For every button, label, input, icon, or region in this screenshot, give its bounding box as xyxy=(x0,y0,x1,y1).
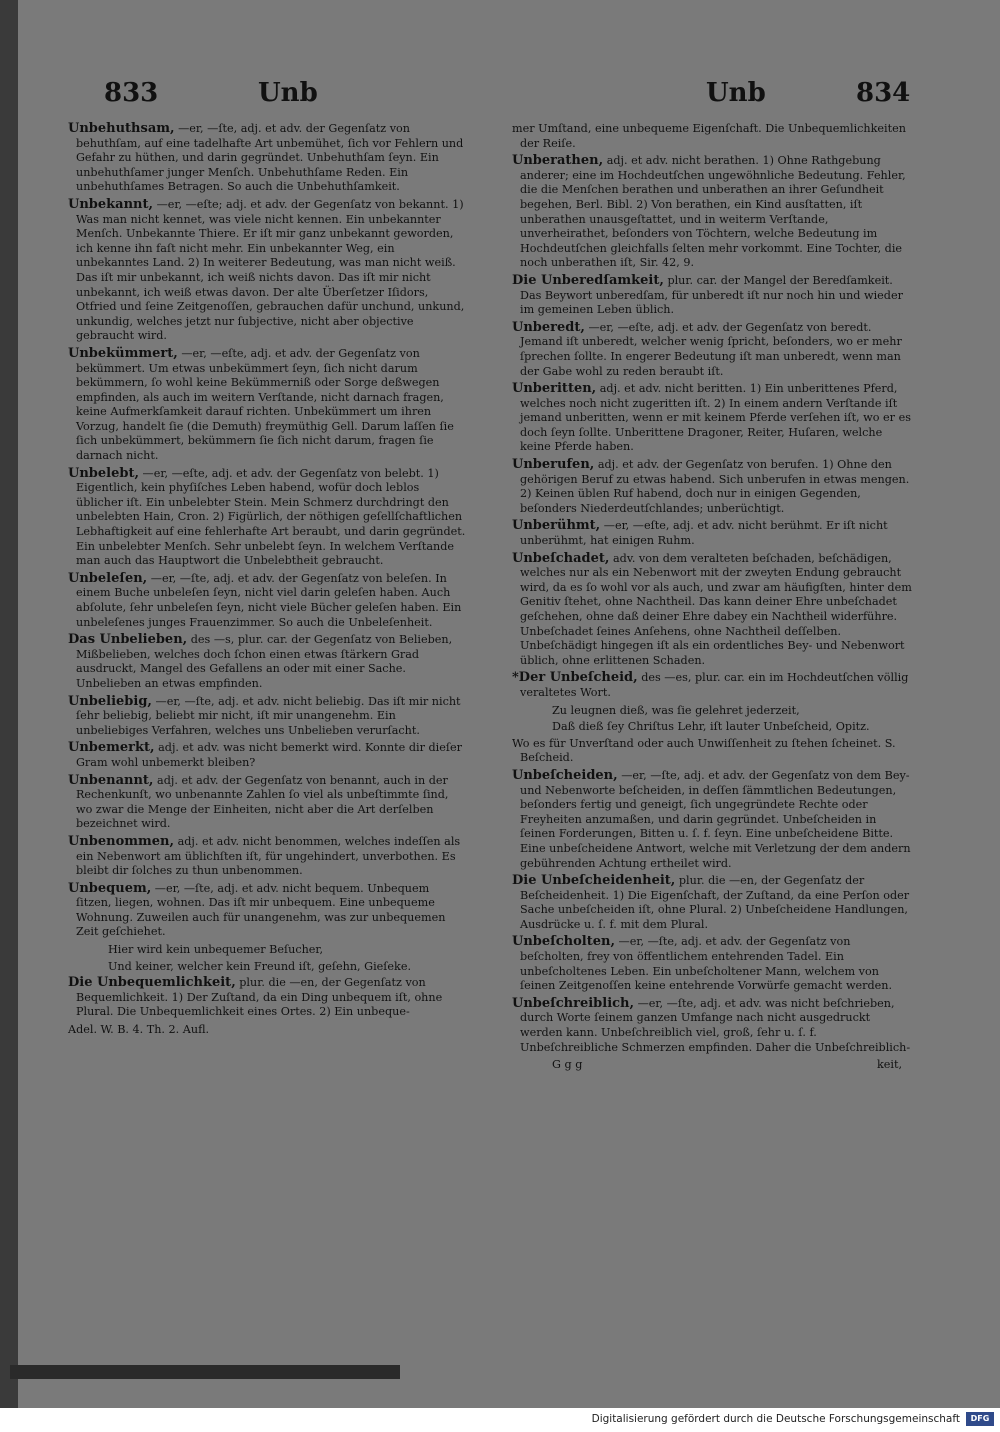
headword: Unbeſchadet, xyxy=(512,550,610,566)
headword: Unberathen, xyxy=(512,153,604,169)
headword: Unbeſcheiden, xyxy=(512,767,618,783)
dictionary-entry xyxy=(68,695,468,739)
dictionary-entry xyxy=(512,671,912,700)
headword: Unbehuthsam, xyxy=(68,121,175,136)
catchword: keit, xyxy=(876,1058,902,1072)
dfg-logo: DFG xyxy=(966,1412,994,1426)
entry-text: adj. et adv. was nicht bemerkt wird. Konnte dir dieſer Gram wohl unbemerkt bleiben? xyxy=(76,741,462,769)
entry-text: plur. die —en, der Gegenſatz der Beſcheidenheit. 1) Die Eigenſchaft, der Zuſtand, da eine Perſon oder Sache unbeſcheiden iſt, ohne Plural. 2) Unbeſcheidene Handlungen, Ausdrücke u. ſ. f. mit dem Plural. xyxy=(520,874,910,931)
headword: Unberühmt, xyxy=(512,518,601,534)
headword: Unberedt, xyxy=(512,319,585,335)
dictionary-entry xyxy=(512,997,912,1055)
dictionary-entry xyxy=(68,774,468,832)
dictionary-entry xyxy=(512,154,912,271)
page-foot xyxy=(512,1058,912,1074)
dictionary-entry xyxy=(68,741,468,770)
dictionary-entry xyxy=(512,519,912,548)
entry-text: —er, —eſte; adj. et adv. der Gegenſatz von bekannt. 1) Was man nicht kennet, was viele nicht kennen. Ein unbekannter Menſch. Unbekannte Thiere. Er iſt mir ganz unbekannt geworden, ich kenne ihn faſt nicht mehr. Ein unbekannter Weg, ein unbekanntes Land. 2) In weiterer Bedeutung, was man nicht weiß. Das iſt mir unbekannt, ich weiß nichts davon. Das iſt mir nicht unbekannt, ich weiß etwas davon. Der alte Überſetzer Iſidors, Otfried und ſeine Zeitgenoſſen, gebrauchen dafür unchund, unkund, unkundig, welches jetzt nur ſubjective, nicht aber objective gebraucht wird. xyxy=(76,197,465,343)
entry-text: —er, —ſte, adj. et adv. der Gegenſatz von beſcholten, frey von öffentlichem entehrenden Tadel. Ein unbeſcholtenes Leben. Ein unbeſcholtener Mann, welchem von ſeinen Zeitgenoſſen keine entehrende Vorwürfe gemacht werden. xyxy=(520,935,893,993)
headword: Das Unbelieben, xyxy=(68,632,188,648)
quote-line: Und keiner, welcher kein Freund iſt, geſehn, Gieſeke. xyxy=(108,959,412,973)
headword: Unbeſchreiblich, xyxy=(512,995,635,1011)
headword: Unbenannt, xyxy=(68,772,154,788)
quote-line: Hier wird kein unbequemer Beſucher, xyxy=(108,943,324,957)
entry-text: —er, —eſte, adj. et adv. der Gegenſatz von beredt. Jemand iſt unberedt, welcher wenig ſpricht, beſonders, wo er mehr ſprechen ſollte. In engerer Bedeutung iſt man unberedt, wenn man der Gabe wohl zu reden beraubt iſt. xyxy=(520,320,902,378)
entry-text: —er, —ſte, adj. et adv. der Gegenſatz von behuthſam, auf eine tadelhafte Art unbemühet, ſich vor Fehlern und Gefahr zu hüthen, und darin gegründet. Unbehuthſam ſeyn. Ein unbehuthſamer junger Menſch. Unbehuthſame Reden. Ein unbehuthſames Betragen. So auch die Unbehuthſamkeit. xyxy=(76,122,464,194)
dictionary-entry xyxy=(512,874,912,932)
dictionary-entry xyxy=(68,882,468,940)
left-column xyxy=(68,122,468,1038)
right-entries xyxy=(512,154,912,700)
dictionary-entry xyxy=(512,274,912,318)
signature-mark: Adel. W. B. 4. Th. 2. Aufl. xyxy=(68,1023,210,1037)
headword: Die Unberedſamkeit, xyxy=(512,272,664,288)
running-head-left: Unb xyxy=(258,78,318,108)
headword: Unberufen, xyxy=(512,457,595,473)
entry-text: —er, —ſte, adj. et adv. was nicht beſchrieben, durch Worte ſeinem ganzen Umfange nach nicht ausgedruckt werden kann. Unbeſchreiblich viel, groß, ſehr u. ſ. f. Unbeſchreibliche Schmerzen empfinden. Daher die Unbeſchreiblich- xyxy=(520,996,911,1054)
running-head-right: Unb xyxy=(706,78,766,108)
entry-text: adj. et adv. nicht berathen. 1) Ohne Rathgebung anderer; eine im Hochdeutſchen ungewöhnliche Bedeutung. Fehler, die die Menſchen berathen und unberathen an ihrer Geſundheit begehen, Berl. Bibl. 2) Von berathen, ein Kind ausſtatten, iſt unberathen unausgeſtattet, und in weiterm Verſtande, unverheirathet, beſonders von Töchtern, welche Bedeutung im Hochdeutſchen gleichfalls ſelten mehr vorkommt. Eine Tochter, die noch unberathen iſt, Sir. 42, 9. xyxy=(520,154,906,270)
entry-text: —er, —ſte, adj. et adv. der Gegenſatz von beleſen. In einem Buche unbeleſen ſeyn, nicht viel darin geleſen haben. Auch abſolute, ſehr unbeleſen ſeyn, nicht viele Bücher geleſen haben. Ein unbeleſenes junges Frauenzimmer. So auch die Unbeleſenheit. xyxy=(76,571,462,629)
entry-text: adj. et adv. der Gegenſatz von berufen. 1) Ohne den gehörigen Beruf zu etwas habend. Sich unberufen in etwas mengen. 2) Keinen üblen Ruf habend, doch nur in einigen Gegenden, beſonders Niederdeutſchlandes; unberüchtigt. xyxy=(520,458,910,515)
entry-text: —er, —eſte, adj. et adv. der Gegenſatz von bekümmert. Um etwas unbekümmert ſeyn, ſich nicht darum bekümmern, ſo wohl keine Bekümmerniß oder Sorge deßwegen empfinden, als auch im weitern Verſtande, nicht darnach fragen, keine Aufmerkſamkeit darauf richten. Unbekümmert um ihren Vorzug, handelt ſie (die Demuth) freymüthig Gell. Darum laſſen ſie ſich unbekümmert, bekümmern ſie ſich nicht darum, fragen ſie darnach nicht. xyxy=(76,346,454,463)
page-number-right: 834 xyxy=(856,78,911,108)
entry-text: —er, —ſte, adj. et adv. der Gegenſatz von dem Bey- und Nebenworte beſcheiden, in deſſen ſämmtlichen Bedeutungen, beſonders fertig und geneigt, ſich ungegründete Rechte oder Freyheiten anzumaßen, und darin gegründet. Unbeſcheiden in ſeinen Forderungen, Bitten u. ſ. f. ſeyn. Eine unbeſcheidene Bitte. Eine unbeſcheidene Antwort, welche mit Verletzung der dem andern gebührenden Achtung ertheilet wird. xyxy=(520,768,911,870)
headword: Unbequem, xyxy=(68,880,152,896)
entry-text: des —s, plur. car. der Gegenſatz von Belieben, Mißbelieben, welches doch ſchon einen etwas ſtärkern Grad ausdruckt, Mangel des Gefallens an oder mit einer Sache. Unbelieben an etwas empfinden. xyxy=(76,633,453,690)
headword: Die Unbeſcheidenheit, xyxy=(512,873,676,889)
entry-text: adj. et adv. nicht beritten. 1) Ein unberittenes Pferd, welches noch nicht zugeritten iſt. 2) In einem andern Verſtande iſt jemand unberitten, wenn er mit keinem Pferde verſehen iſt, wo er es doch ſeyn ſollte. Unberittene Dragoner, Reiter, Huſaren, welche keine Pferde haben. xyxy=(520,382,911,454)
headword: Unbemerkt, xyxy=(68,740,155,756)
quote-line: Daß dieß ſey Chriſtus Lehr, iſt lauter Unbeſcheid, Opitz. xyxy=(552,720,870,734)
dictionary-entry xyxy=(68,198,468,344)
dictionary-entry xyxy=(512,458,912,516)
dictionary-entry xyxy=(68,835,468,879)
entry-text: adj. et adv. der Gegenſatz von benannt, auch in der Rechenkunſt, wo unbenannte Zahlen ſo viel als unbeſtimmte ſind, wo zwar die Menge der Einheiten, nicht aber die Art derſelben bezeichnet wird. xyxy=(76,773,449,831)
left-entries xyxy=(68,122,468,940)
dictionary-entry xyxy=(512,382,912,455)
page-number-left: 833 xyxy=(104,78,159,108)
binding-shadow xyxy=(0,0,18,1408)
dictionary-entry xyxy=(68,976,468,1020)
quote-commentary: Wo es für Unverſtand oder auch Unwiſſenheit zu ſtehen ſcheinet. S. Beſcheid. xyxy=(512,736,896,765)
quote-line: Zu leugnen dieß, was ſie gelehret jederzeit, xyxy=(552,703,800,717)
footer-bar xyxy=(0,1408,1000,1432)
headword: *Der Unbeſcheid, xyxy=(512,670,638,686)
entry-text: —er, —eſte, adj. et adv. nicht berühmt. Er iſt nicht unberühmt, hat einigen Ruhm. xyxy=(520,519,888,548)
entry-text: —er, —ſte, adj. et adv. nicht bequem. Unbequem ſitzen, liegen, wohnen. Das iſt mir unbequem. Eine unbequeme Wohnung. Zuweilen auch für unangenehm, was zur unbequemen Zeit geſchiehet. xyxy=(76,881,446,939)
dictionary-entry xyxy=(68,467,468,569)
headword: Unbekümmert, xyxy=(68,345,178,361)
headword: Unbenommen, xyxy=(68,833,175,849)
headword: Unbeleſen, xyxy=(68,570,148,586)
entry-text: —er, —eſte, adj. et adv. der Gegenſatz von belebt. 1) Eigentlich, kein phyſiſches Leben habend, wofür doch leblos üblicher iſt. Ein unbelebter Stein. Mein Schmerz durchdringt den unbelebten Hain, Cron. 2) Figürlich, der nöthigen geſellſchaftlichen Lebhaftigkeit auf eine fehlerhafte Art beraubt, und darin gegründet. Ein unbelebter Menſch. Sehr unbelebt ſeyn. In welchem Verſtande man auch das Hauptwort die Unbelebtheit gebraucht. xyxy=(76,466,466,568)
continuation-text: mer Umſtand, eine unbequeme Eigenſchaft. Die Unbequemlichkeiten der Reiſe. xyxy=(512,122,906,150)
headword: Unbelebt, xyxy=(68,465,139,481)
entry-text: —er, —ſte, adj. et adv. nicht beliebig. Das iſt mir nicht ſehr beliebig, beliebt mir nicht, iſt mir unangenehm. Ein unbeliebiges Verfahren, welches uns Unbelieben verurſacht. xyxy=(76,694,461,737)
entry-text: plur. die —en, der Gegenſatz von Bequemlichkeit. 1) Der Zuſtand, da ein Ding unbequem iſt, ohne Plural. Die Unbequemlichkeit eines Ortes. 2) Ein unbeque- xyxy=(76,976,443,1019)
entry-text: adv. von dem veralteten beſchaden, beſchädigen, welches nur als ein Nebenwort mit der zweyten Endung gebraucht wird, da es ſo wohl vor als auch, und zwar am häufigſten, hinter dem Genitiv ſtehet, ohne Nachtheil. Das kann deiner Ehre unbeſchadet geſchehen, ohne daß deiner Ehre dabey ein Nachtheil widerführe. Unbeſchadet ſeines Anſehens, ohne Nachtheil deſſelben. Unbeſchädigt hingegen iſt als ein ordentliches Bey- und Nebenwort üblich, ohne erlittenen Schaden. xyxy=(520,551,912,667)
dictionary-entry xyxy=(68,572,468,630)
headword: Unbeſcholten, xyxy=(512,934,615,950)
headword: Unbekannt, xyxy=(68,196,154,212)
headword: Die Unbequemlichkeit, xyxy=(68,975,236,991)
dictionary-entry xyxy=(512,552,912,669)
dictionary-entry xyxy=(512,321,912,379)
right-entries-2 xyxy=(512,769,912,1055)
dictionary-entry xyxy=(68,633,468,691)
ink-smudge xyxy=(10,1365,400,1379)
dictionary-entry xyxy=(68,122,468,195)
dictionary-entry xyxy=(512,935,912,993)
headword: Unberitten, xyxy=(512,381,597,397)
dictionary-entry xyxy=(68,347,468,464)
funding-note: Digitalisierung gefördert durch die Deutsche Forschungsgemeinschaft xyxy=(591,1413,960,1425)
dictionary-entry xyxy=(512,769,912,871)
entry-text: des —es, plur. car. ein im Hochdeutſchen völlig veraltetes Wort. xyxy=(520,671,909,699)
headword: Unbeliebig, xyxy=(68,693,152,709)
right-column xyxy=(512,122,912,1074)
entry-text: adj. et adv. nicht benommen, welches indeſſen als ein Nebenwort am üblichſten iſt, für ungehindert, unverbothen. Es bleibt dir ſolches zu thun unbenommen. xyxy=(76,834,461,878)
entry-text: plur. car. der Mangel der Beredſamkeit. Das Beywort unberedſam, für unberedt iſt nur noch hin und wieder im gemeinen Leben üblich. xyxy=(520,273,903,317)
signature-mark: G g g xyxy=(552,1058,583,1072)
